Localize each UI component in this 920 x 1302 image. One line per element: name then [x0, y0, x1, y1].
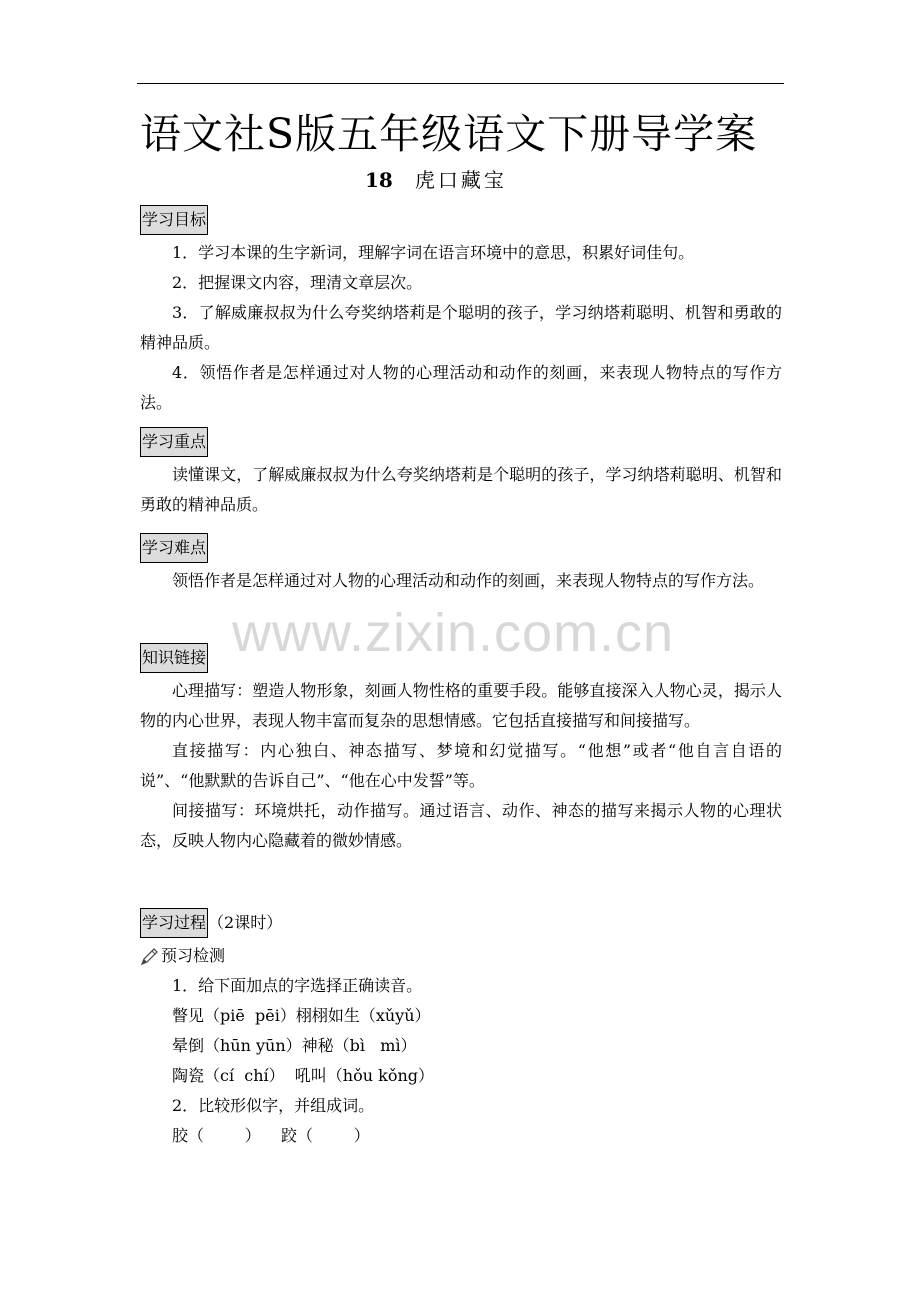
watermark: www.zixin.com.cn: [232, 603, 675, 663]
knowledge-paragraph: 直接描写：内心独白、神态描写、梦境和幻觉描写。“他想”或者“他自言自语的说”、“他默默的告诉自己”、“他在心中发誓”等。: [140, 741, 782, 790]
lesson-title: [365, 165, 507, 195]
exercise-line: 胶（ ） 跤（ ）: [172, 1126, 370, 1145]
process-suffix: （2课时）: [208, 913, 283, 932]
key-points-section: [140, 427, 782, 520]
difficulties-section: [140, 533, 782, 596]
goal-item: 1．学习本课的生字新词，理解字词在语言环境中的意思，积累好词佳句。: [172, 243, 695, 262]
goal-item: 4．领悟作者是怎样通过对人物的心理活动和动作的刻画，来表现人物特点的写作方法。: [140, 363, 782, 412]
goals-section: [140, 205, 782, 418]
process-tag: 学习过程: [140, 908, 208, 938]
exercise-line: 晕倒（hūn yūn）神秘（bì mì）: [172, 1036, 417, 1055]
knowledge-tag: 知识链接: [140, 643, 208, 673]
process-section: [140, 908, 782, 1151]
goal-item: 2．把握课文内容，理清文章层次。: [172, 273, 423, 292]
exercise-line: 1．给下面加点的字选择正确读音。: [172, 976, 423, 995]
preview-heading: [140, 941, 782, 971]
key-points-tag: 学习重点: [140, 427, 208, 457]
exercise-line: 瞥见（piē pēi）栩栩如生（xǔyǔ）: [172, 1006, 431, 1025]
lesson-name: 虎口藏宝: [414, 168, 507, 192]
knowledge-paragraph: 间接描写：环境烘托，动作描写。通过语言、动作、神态的描写来揭示人物的心理状态，反映人物内心隐藏着的微妙情感。: [140, 801, 782, 850]
exercise-line: 陶瓷（cí chí） 吼叫（hǒu kǒng）: [172, 1066, 435, 1085]
knowledge-section: [140, 643, 782, 856]
key-points-text: 读懂课文，了解威廉叔叔为什么夸奖纳塔莉是个聪明的孩子，学习纳塔莉聪明、机智和勇敢的精神品质。: [140, 465, 782, 514]
difficulties-tag: 学习难点: [140, 533, 208, 563]
lesson-number: 18: [365, 168, 393, 192]
difficulties-text: 领悟作者是怎样通过对人物的心理活动和动作的刻画，来表现人物特点的写作方法。: [172, 571, 765, 590]
header-rule: [137, 83, 784, 84]
preview-heading-text: 预习检测: [161, 946, 226, 965]
knowledge-paragraph: 心理描写：塑造人物形象，刻画人物性格的重要手段。能够直接深入人物心灵，揭示人物的内心世界，表现人物丰富而复杂的思想情感。它包括直接描写和间接描写。: [140, 681, 782, 730]
pen-icon: [140, 946, 160, 966]
document-title: 语文社S版五年级语文下册导学案: [140, 110, 758, 158]
exercise-line: 2．比较形似字，并组成词。: [172, 1096, 375, 1115]
goal-item: 3．了解威廉叔叔为什么夸奖纳塔莉是个聪明的孩子，学习纳塔莉聪明、机智和勇敢的精神品质。: [140, 303, 782, 352]
goals-tag: 学习目标: [140, 205, 208, 235]
